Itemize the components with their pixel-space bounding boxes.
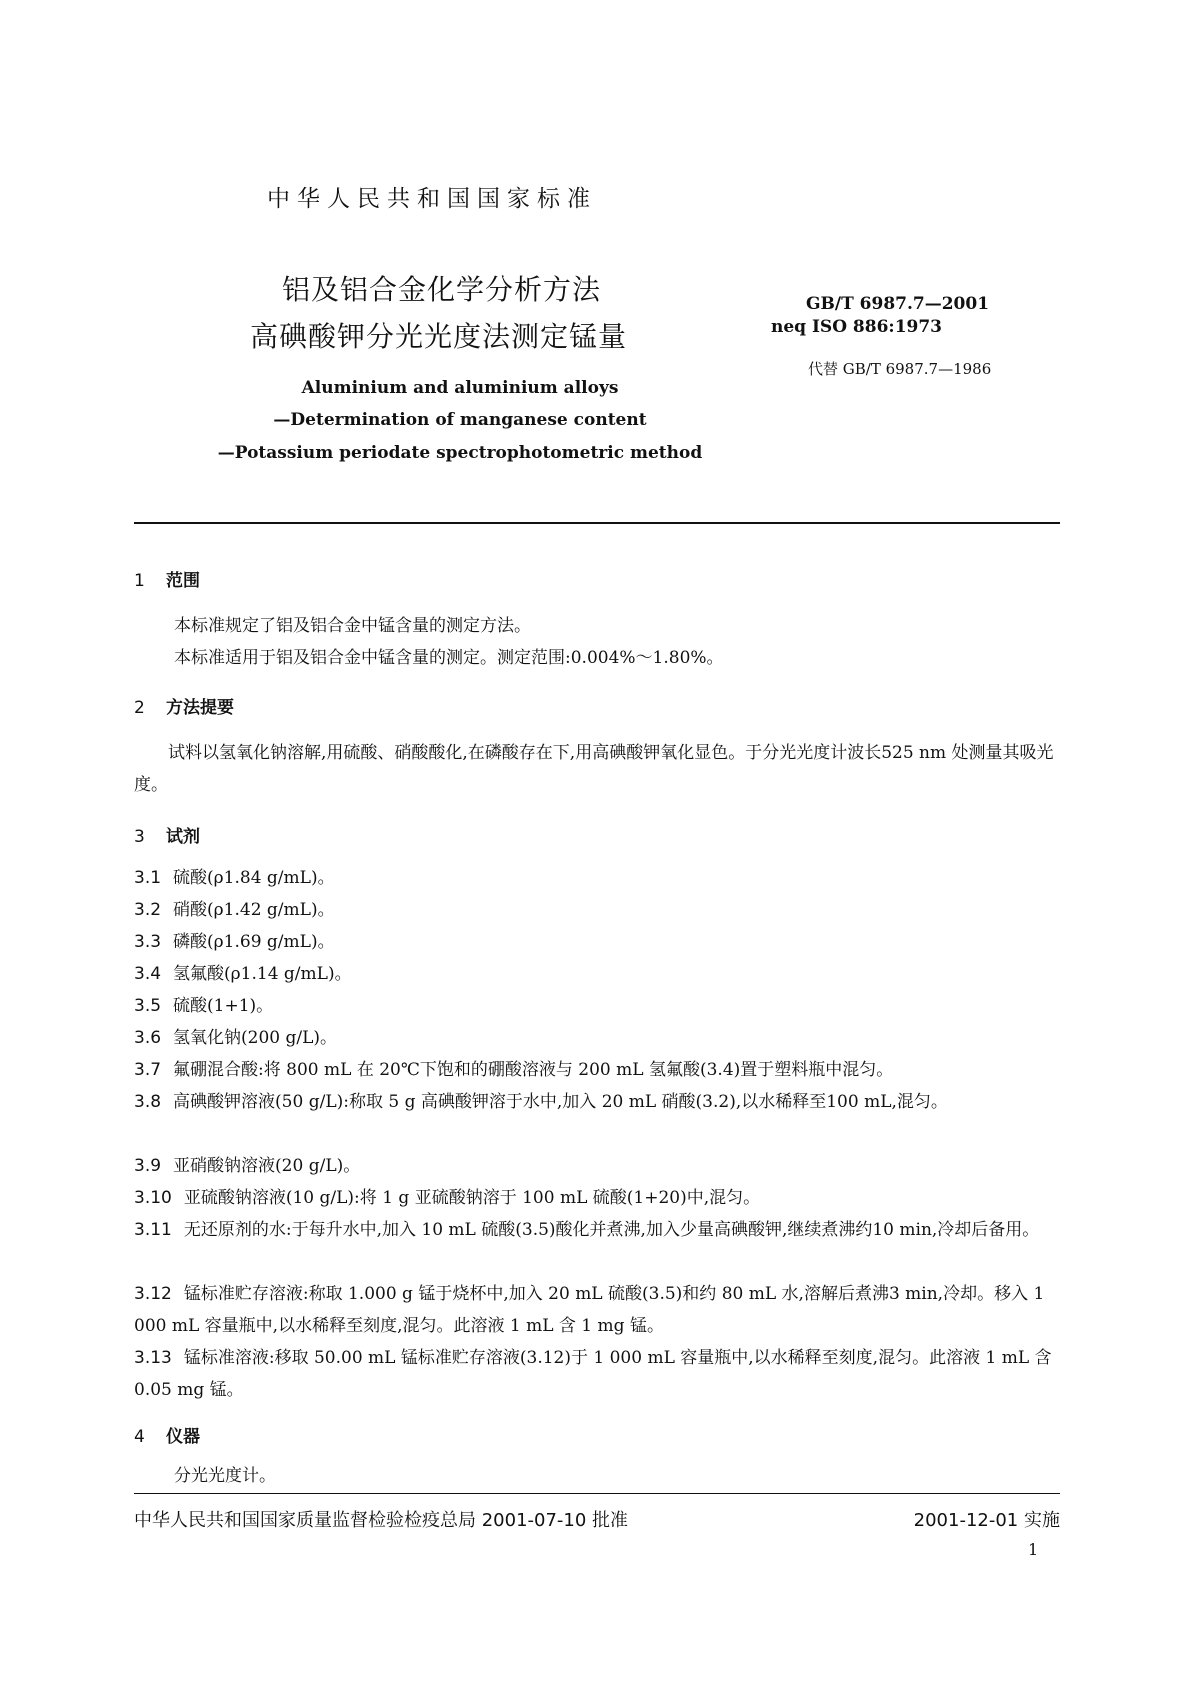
item-number: 3.7 <box>134 1060 162 1080</box>
reagent-item <box>134 1182 1060 1214</box>
reagent-item <box>134 990 1060 1022</box>
item-number: 3.12 <box>134 1284 172 1304</box>
item-number: 3.8 <box>134 1092 162 1112</box>
item-number: 3.9 <box>134 1156 162 1176</box>
issuer-line: 中华人民共和国国家质量监督检验检疫总局 2001-07-10 批准 <box>134 1510 629 1531</box>
item-text: 氟硼混合酸:将 800 mL 在 20℃下饱和的硼酸溶液与 200 mL 氢氟酸(3.4)置于塑料瓶中混匀。 <box>173 1060 894 1080</box>
reagent-item <box>134 1022 1060 1054</box>
paragraph: 试料以氢氧化钠溶解,用硫酸、硝酸酸化,在磷酸存在下,用高碘酸钾氧化显色。于分光光度计波长525 nm 处测量其吸光度。 <box>134 743 1054 795</box>
section-title: 试剂 <box>166 827 200 847</box>
item-text: 磷酸(ρ1.69 g/mL)。 <box>173 932 335 952</box>
page-number: 1 <box>1028 1540 1039 1559</box>
item-text: 亚硝酸钠溶液(20 g/L)。 <box>173 1156 361 1176</box>
reagent-item <box>134 1342 1060 1406</box>
item-number: 3.10 <box>134 1188 172 1208</box>
item-text: 氢氟酸(ρ1.14 g/mL)。 <box>173 964 352 984</box>
footer-divider <box>134 1493 1060 1494</box>
reagent-item <box>134 862 1060 894</box>
reagent-item <box>134 894 1060 926</box>
paragraph: 本标准适用于铝及铝合金中锰含量的测定。测定范围:0.004%～1.80%。 <box>174 648 724 668</box>
section-title: 方法提要 <box>166 698 234 718</box>
title-cn-line2: 高碘酸钾分光光度法测定锰量 <box>250 320 628 353</box>
header-divider <box>134 522 1060 524</box>
title-en-line3: —Potassium periodate spectrophotometric method <box>217 443 703 463</box>
title-cn-line1: 铝及铝合金化学分析方法 <box>282 273 602 306</box>
section-title: 仪器 <box>166 1427 200 1447</box>
item-text: 锰标准贮存溶液:称取 1.000 g 锰于烧杯中,加入 20 mL 硫酸(3.5)和约 80 mL 水,溶解后煮沸3 min,冷却。移入 1 000 mL 容量瓶中,以水稀释至刻度,混匀。此溶液 1 mL 含 1 mg 锰。 <box>134 1284 1045 1336</box>
item-number: 3.3 <box>134 932 162 952</box>
item-number: 3.6 <box>134 1028 162 1048</box>
national-standard-label: 中华人民共和国国家标准 <box>267 186 597 212</box>
section-heading-method <box>134 693 234 718</box>
section-heading-reagents <box>134 822 200 847</box>
title-en-line1: Aluminium and aluminium alloys <box>301 378 619 398</box>
reagent-item <box>134 1278 1060 1342</box>
item-text: 硫酸(1+1)。 <box>173 996 274 1016</box>
paragraph: 本标准规定了铝及铝合金中锰含量的测定方法。 <box>174 616 531 636</box>
standard-replaces: 代替 GB/T 6987.7—1986 <box>808 360 992 378</box>
item-number: 3.5 <box>134 996 162 1016</box>
item-number: 3.2 <box>134 900 162 920</box>
reagent-item <box>134 958 1060 990</box>
item-text: 锰标准溶液:移取 50.00 mL 锰标准贮存溶液(3.12)于 1 000 mL 容量瓶中,以水稀释至刻度,混匀。此溶液 1 mL 含 0.05 mg 锰。 <box>134 1348 1052 1400</box>
item-number: 3.11 <box>134 1220 172 1240</box>
reagent-item <box>134 1214 1060 1246</box>
section-number: 1 <box>134 571 145 591</box>
item-text: 亚硫酸钠溶液(10 g/L):将 1 g 亚硫酸钠溶于 100 mL 硫酸(1+20)中,混匀。 <box>183 1188 761 1208</box>
item-text: 氢氧化钠(200 g/L)。 <box>173 1028 338 1048</box>
effective-date: 2001-12-01 实施 <box>913 1510 1060 1531</box>
item-number: 3.13 <box>134 1348 172 1368</box>
section-heading-scope <box>134 566 200 591</box>
title-en-line2: —Determination of manganese content <box>273 410 647 430</box>
reagent-item <box>134 1054 1060 1086</box>
item-number: 3.4 <box>134 964 162 984</box>
section-title: 范围 <box>166 571 200 591</box>
standard-number: GB/T 6987.7—2001 <box>806 294 990 314</box>
item-text: 硝酸(ρ1.42 g/mL)。 <box>173 900 335 920</box>
section-number: 3 <box>134 827 145 847</box>
section-number: 2 <box>134 698 145 718</box>
section-number: 4 <box>134 1427 145 1447</box>
paragraph: 分光光度计。 <box>174 1466 276 1486</box>
standard-neq: neq ISO 886:1973 <box>771 317 943 337</box>
reagent-item <box>134 1086 1060 1118</box>
item-text: 硫酸(ρ1.84 g/mL)。 <box>173 868 335 888</box>
reagent-item <box>134 926 1060 958</box>
item-text: 无还原剂的水:于每升水中,加入 10 mL 硫酸(3.5)酸化并煮沸,加入少量高碘酸钾,继续煮沸约10 min,冷却后备用。 <box>183 1220 1040 1240</box>
item-number: 3.1 <box>134 868 162 888</box>
section-heading-apparatus <box>134 1422 200 1447</box>
item-text: 高碘酸钾溶液(50 g/L):称取 5 g 高碘酸钾溶于水中,加入 20 mL 硝酸(3.2),以水稀释至100 mL,混匀。 <box>173 1092 948 1112</box>
reagent-item <box>134 1150 1060 1182</box>
